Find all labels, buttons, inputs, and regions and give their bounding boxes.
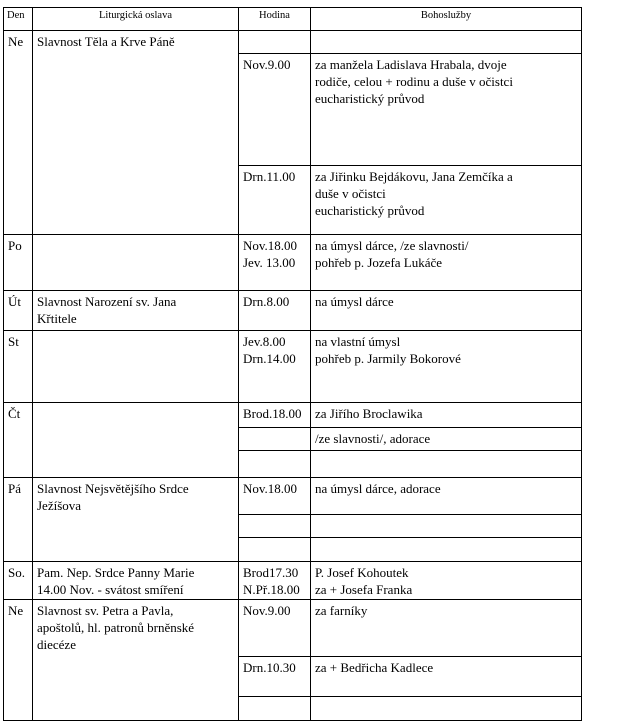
den-cell: Pá	[4, 478, 33, 562]
schedule-body	[4, 31, 582, 721]
oslava-cell	[33, 478, 239, 562]
bohosluzby-cell	[311, 54, 582, 166]
bohosluzby-line: /ze slavnosti/, adorace	[315, 431, 431, 446]
oslava-cell	[33, 291, 239, 331]
hodina-line: Brod17.30	[243, 565, 299, 580]
hodina-cell	[239, 331, 311, 403]
bohosluzby-line: na vlastní úmysl	[315, 334, 401, 349]
bohosluzby-cell	[311, 515, 582, 538]
bohosluzby-cell	[311, 697, 582, 721]
header-bohosluzby: Bohoslužby	[311, 8, 582, 31]
bohosluzby-cell	[311, 428, 582, 451]
oslava-line: Ježíšova	[37, 498, 82, 513]
hodina-line: Drn.8.00	[243, 294, 290, 309]
den-cell: So.	[4, 562, 33, 600]
bohosluzby-line: pohřeb p. Jozefa Lukáče	[315, 255, 443, 270]
bohosluzby-cell	[311, 291, 582, 331]
bohosluzby-cell	[311, 562, 582, 600]
hodina-cell	[239, 451, 311, 478]
table-row	[4, 403, 582, 428]
oslava-cell	[33, 403, 239, 478]
bohosluzby-line: za Jiřího Broclawika	[315, 406, 423, 421]
bohosluzby-line: na úmysl dárce, /ze slavnosti/	[315, 238, 469, 253]
hodina-cell	[239, 31, 311, 54]
hodina-line: Nov.9.00	[243, 57, 291, 72]
bohosluzby-line: rodiče, celou + rodinu a duše v očistci	[315, 74, 513, 89]
den-cell: Ne	[4, 600, 33, 721]
hodina-line: N.Př.18.00	[243, 582, 300, 597]
oslava-line: Křtitele	[37, 311, 77, 326]
bohosluzby-line: na úmysl dárce, adorace	[315, 481, 441, 496]
bohosluzby-line: eucharistický průvod	[315, 203, 425, 218]
bohosluzby-line: P. Josef Kohoutek	[315, 565, 409, 580]
hodina-line: Nov.9.00	[243, 603, 291, 618]
hodina-cell	[239, 428, 311, 451]
hodina-line: Brod.18.00	[243, 406, 302, 421]
hodina-cell	[239, 478, 311, 515]
hodina-line: Drn.14.00	[243, 351, 296, 366]
bohosluzby-line: za Jiřinku Bejdákovu, Jana Zemčíka a	[315, 169, 513, 184]
oslava-line: 14.00 Nov. - svátost smíření	[37, 582, 184, 597]
den-cell: Po	[4, 235, 33, 291]
hodina-line: Nov.18.00	[243, 238, 298, 253]
oslava-cell	[33, 562, 239, 600]
oslava-line: diecéze	[37, 637, 76, 652]
bohosluzby-line: za manžela Ladislava Hrabala, dvoje	[315, 57, 507, 72]
hodina-line: Nov.18.00	[243, 481, 298, 496]
bohosluzby-cell	[311, 451, 582, 478]
header-liturgicka-oslava: Liturgická oslava	[33, 8, 239, 31]
bohosluzby-cell	[311, 657, 582, 697]
table-row	[4, 235, 582, 291]
bohosluzby-line: pohřeb p. Jarmily Bokorové	[315, 351, 461, 366]
table-row	[4, 478, 582, 515]
hodina-cell	[239, 538, 311, 562]
oslava-cell	[33, 331, 239, 403]
den-cell: Út	[4, 291, 33, 331]
hodina-cell	[239, 562, 311, 600]
header-row	[4, 8, 582, 31]
hodina-cell	[239, 235, 311, 291]
oslava-line: Slavnost Narození sv. Jana	[37, 294, 177, 309]
schedule-table	[3, 7, 582, 721]
hodina-cell	[239, 515, 311, 538]
bohosluzby-cell	[311, 478, 582, 515]
bohosluzby-cell	[311, 331, 582, 403]
hodina-cell	[239, 697, 311, 721]
hodina-cell	[239, 600, 311, 657]
hodina-cell	[239, 166, 311, 235]
oslava-line: Slavnost Těla a Krve Páně	[37, 34, 175, 49]
oslava-cell	[33, 600, 239, 721]
den-cell: Ne	[4, 31, 33, 235]
bohosluzby-line: na úmysl dárce	[315, 294, 394, 309]
bohosluzby-line: duše v očistci	[315, 186, 386, 201]
bohosluzby-line: za + Josefa Franka	[315, 582, 413, 597]
oslava-line: apoštolů, hl. patronů brněnské	[37, 620, 195, 635]
den-cell: Čt	[4, 403, 33, 478]
oslava-cell	[33, 31, 239, 235]
den-cell: St	[4, 331, 33, 403]
header-hodina: Hodina	[239, 8, 311, 31]
hodina-cell	[239, 291, 311, 331]
table-row	[4, 31, 582, 54]
table-row	[4, 600, 582, 657]
oslava-line: Slavnost sv. Petra a Pavla,	[37, 603, 174, 618]
oslava-cell	[33, 235, 239, 291]
bohosluzby-cell	[311, 166, 582, 235]
oslava-line: Slavnost Nejsvětějšího Srdce	[37, 481, 189, 496]
bohosluzby-line: za + Bedřicha Kadlece	[315, 660, 434, 675]
bohosluzby-cell	[311, 235, 582, 291]
table-row	[4, 331, 582, 403]
table-row	[4, 562, 582, 600]
bohosluzby-line: za farníky	[315, 603, 368, 618]
hodina-line: Drn.11.00	[243, 169, 296, 184]
bohosluzby-cell	[311, 538, 582, 562]
hodina-cell	[239, 403, 311, 428]
header-den: Den	[4, 8, 33, 31]
hodina-line: Jev. 13.00	[243, 255, 296, 270]
hodina-cell	[239, 657, 311, 697]
bohosluzby-line: eucharistický průvod	[315, 91, 425, 106]
hodina-line: Jev.8.00	[243, 334, 286, 349]
hodina-line: Drn.10.30	[243, 660, 296, 675]
hodina-cell	[239, 54, 311, 166]
bohosluzby-cell	[311, 31, 582, 54]
table-row	[4, 291, 582, 331]
oslava-line: Pam. Nep. Srdce Panny Marie	[37, 565, 195, 580]
bohosluzby-cell	[311, 403, 582, 428]
bohosluzby-cell	[311, 600, 582, 657]
